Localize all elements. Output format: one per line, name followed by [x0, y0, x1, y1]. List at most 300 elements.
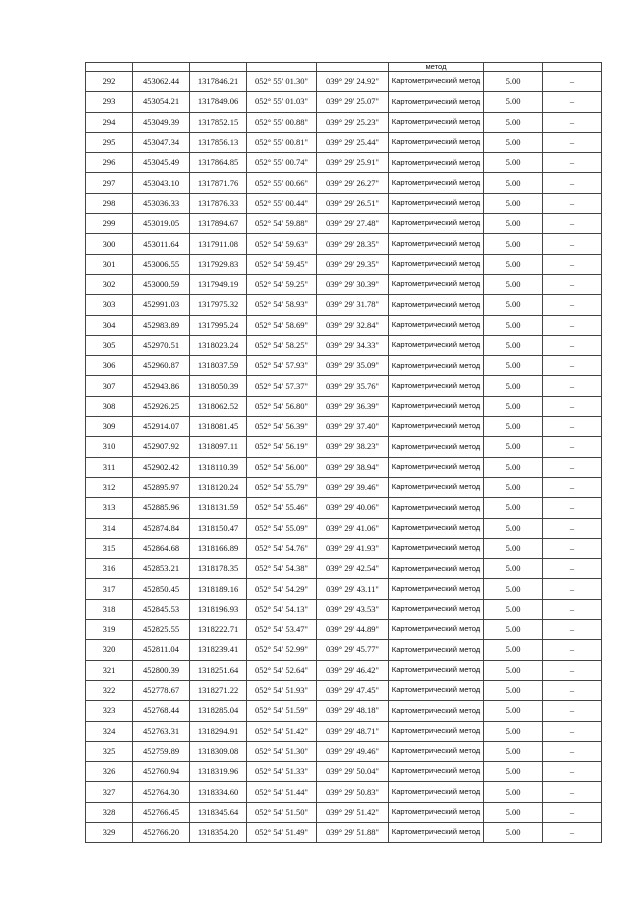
- note-cell: –: [543, 315, 602, 335]
- accuracy-cell: 5.00: [484, 620, 543, 640]
- accuracy-cell: 5.00: [484, 173, 543, 193]
- longitude-cell: 039° 29' 42.54": [317, 559, 389, 579]
- y-coordinate-cell: 1317995.24: [190, 315, 247, 335]
- y-coordinate-cell: 1318334.60: [190, 782, 247, 802]
- method-cell: Картометрический метод: [389, 640, 484, 660]
- method-cell: Картометрический метод: [389, 701, 484, 721]
- note-cell: –: [543, 396, 602, 416]
- x-coordinate-cell: 453062.44: [133, 72, 190, 92]
- longitude-cell: 039° 29' 41.06": [317, 518, 389, 538]
- latitude-cell: 052° 55' 00.44": [247, 193, 317, 213]
- method-cell: Картометрический метод: [389, 680, 484, 700]
- latitude-cell: 052° 54' 51.93": [247, 680, 317, 700]
- accuracy-cell: 5.00: [484, 599, 543, 619]
- y-coordinate-cell: 1318294.91: [190, 721, 247, 741]
- accuracy-cell: 5.00: [484, 457, 543, 477]
- accuracy-cell: 5.00: [484, 437, 543, 457]
- accuracy-cell: 5.00: [484, 802, 543, 822]
- longitude-cell: 039° 29' 31.78": [317, 295, 389, 315]
- table-row: [86, 640, 602, 660]
- y-coordinate-cell: 1318050.39: [190, 376, 247, 396]
- longitude-cell: 039° 29' 43.11": [317, 579, 389, 599]
- table-row: [86, 254, 602, 274]
- note-cell: –: [543, 234, 602, 254]
- latitude-cell: 052° 54' 58.69": [247, 315, 317, 335]
- x-coordinate-cell: 453006.55: [133, 254, 190, 274]
- point-number-cell: 324: [86, 721, 133, 741]
- x-coordinate-cell: 452825.55: [133, 620, 190, 640]
- y-coordinate-cell: 1317852.15: [190, 112, 247, 132]
- method-cell: Картометрический метод: [389, 457, 484, 477]
- method-cell: Картометрический метод: [389, 193, 484, 213]
- longitude-cell: 039° 29' 34.33": [317, 335, 389, 355]
- note-cell: –: [543, 802, 602, 822]
- accuracy-cell: 5.00: [484, 477, 543, 497]
- y-coordinate-cell: 1318285.04: [190, 701, 247, 721]
- y-coordinate-cell: 1318271.22: [190, 680, 247, 700]
- accuracy-cell: 5.00: [484, 660, 543, 680]
- point-number-cell: 317: [86, 579, 133, 599]
- point-number-cell: 294: [86, 112, 133, 132]
- longitude-cell: 039° 29' 24.92": [317, 72, 389, 92]
- point-number-cell: 323: [86, 701, 133, 721]
- table-row: [86, 315, 602, 335]
- method-cell: Картометрический метод: [389, 92, 484, 112]
- longitude-cell: 039° 29' 35.76": [317, 376, 389, 396]
- y-coordinate-cell: 1317911.08: [190, 234, 247, 254]
- x-coordinate-cell: 453036.33: [133, 193, 190, 213]
- table-row: [86, 721, 602, 741]
- table-row: [86, 559, 602, 579]
- longitude-cell: 039° 29' 51.88": [317, 822, 389, 842]
- latitude-cell: 052° 55' 01.03": [247, 92, 317, 112]
- note-cell: –: [543, 92, 602, 112]
- method-cell: Картометрический метод: [389, 153, 484, 173]
- method-cell: Картометрический метод: [389, 295, 484, 315]
- table-row: [86, 518, 602, 538]
- method-cell: Картометрический метод: [389, 477, 484, 497]
- table-row: [86, 356, 602, 376]
- longitude-cell: 039° 29' 30.39": [317, 274, 389, 294]
- y-coordinate-cell: 1318196.93: [190, 599, 247, 619]
- table-row: [86, 437, 602, 457]
- point-number-cell: 308: [86, 396, 133, 416]
- method-cell: Картометрический метод: [389, 599, 484, 619]
- latitude-cell: 052° 54' 53.47": [247, 620, 317, 640]
- method-cell: Картометрический метод: [389, 579, 484, 599]
- table-row: [86, 92, 602, 112]
- note-cell: –: [543, 214, 602, 234]
- note-cell: –: [543, 620, 602, 640]
- point-number-cell: 302: [86, 274, 133, 294]
- point-number-cell: 329: [86, 822, 133, 842]
- note-cell: [543, 63, 602, 72]
- accuracy-cell: 5.00: [484, 335, 543, 355]
- longitude-cell: 039° 29' 29.35": [317, 254, 389, 274]
- y-coordinate-cell: 1317871.76: [190, 173, 247, 193]
- point-number-cell: 299: [86, 214, 133, 234]
- point-number-cell: 321: [86, 660, 133, 680]
- y-coordinate-cell: 1318345.64: [190, 802, 247, 822]
- x-coordinate-cell: 452853.21: [133, 559, 190, 579]
- latitude-cell: 052° 54' 57.37": [247, 376, 317, 396]
- longitude-cell: 039° 29' 51.42": [317, 802, 389, 822]
- longitude-cell: 039° 29' 50.04": [317, 762, 389, 782]
- point-number-cell: 315: [86, 538, 133, 558]
- y-coordinate-cell: 1317856.13: [190, 132, 247, 152]
- note-cell: –: [543, 376, 602, 396]
- latitude-cell: 052° 54' 56.00": [247, 457, 317, 477]
- longitude-cell: 039° 29' 48.18": [317, 701, 389, 721]
- y-coordinate-cell: 1318354.20: [190, 822, 247, 842]
- point-number-cell: [86, 63, 133, 72]
- method-cell: Картометрический метод: [389, 498, 484, 518]
- accuracy-cell: 5.00: [484, 579, 543, 599]
- y-coordinate-cell: 1318239.41: [190, 640, 247, 660]
- y-coordinate-cell: 1318166.89: [190, 538, 247, 558]
- point-number-cell: 309: [86, 417, 133, 437]
- accuracy-cell: 5.00: [484, 782, 543, 802]
- point-number-cell: 304: [86, 315, 133, 335]
- table-row: [86, 376, 602, 396]
- table-row: [86, 538, 602, 558]
- method-cell: Картометрический метод: [389, 660, 484, 680]
- y-coordinate-cell: 1318097.11: [190, 437, 247, 457]
- x-coordinate-cell: 452760.94: [133, 762, 190, 782]
- longitude-cell: 039° 29' 37.40": [317, 417, 389, 437]
- note-cell: –: [543, 295, 602, 315]
- point-number-cell: 298: [86, 193, 133, 213]
- longitude-cell: 039° 29' 32.84": [317, 315, 389, 335]
- longitude-cell: 039° 29' 26.27": [317, 173, 389, 193]
- method-cell: Картометрический метод: [389, 518, 484, 538]
- table-row: [86, 153, 602, 173]
- accuracy-cell: 5.00: [484, 356, 543, 376]
- accuracy-cell: 5.00: [484, 132, 543, 152]
- latitude-cell: 052° 54' 52.99": [247, 640, 317, 660]
- y-coordinate-cell: 1317894.67: [190, 214, 247, 234]
- point-number-cell: 301: [86, 254, 133, 274]
- note-cell: –: [543, 112, 602, 132]
- table-row: [86, 701, 602, 721]
- table-row: [86, 762, 602, 782]
- accuracy-cell: 5.00: [484, 701, 543, 721]
- longitude-cell: 039° 29' 36.39": [317, 396, 389, 416]
- y-coordinate-cell: 1318178.35: [190, 559, 247, 579]
- method-cell: Картометрический метод: [389, 741, 484, 761]
- x-coordinate-cell: 453000.59: [133, 274, 190, 294]
- y-coordinate-cell: 1318110.39: [190, 457, 247, 477]
- latitude-cell: 052° 55' 01.30": [247, 72, 317, 92]
- accuracy-cell: 5.00: [484, 680, 543, 700]
- table-row: [86, 579, 602, 599]
- table-row: [86, 782, 602, 802]
- accuracy-cell: 5.00: [484, 417, 543, 437]
- y-coordinate-cell: 1318189.16: [190, 579, 247, 599]
- table-row: [86, 274, 602, 294]
- note-cell: –: [543, 477, 602, 497]
- accuracy-cell: 5.00: [484, 92, 543, 112]
- y-coordinate-cell: 1318131.59: [190, 498, 247, 518]
- longitude-cell: 039° 29' 44.89": [317, 620, 389, 640]
- point-number-cell: 325: [86, 741, 133, 761]
- note-cell: –: [543, 822, 602, 842]
- table-row: [86, 295, 602, 315]
- longitude-cell: 039° 29' 40.06": [317, 498, 389, 518]
- table-row: [86, 802, 602, 822]
- y-coordinate-cell: 1318251.64: [190, 660, 247, 680]
- longitude-cell: 039° 29' 43.53": [317, 599, 389, 619]
- note-cell: –: [543, 274, 602, 294]
- note-cell: –: [543, 518, 602, 538]
- accuracy-cell: 5.00: [484, 234, 543, 254]
- latitude-cell: 052° 54' 56.39": [247, 417, 317, 437]
- latitude-cell: 052° 54' 52.64": [247, 660, 317, 680]
- method-cell: Картометрический метод: [389, 72, 484, 92]
- point-number-cell: 296: [86, 153, 133, 173]
- latitude-cell: 052° 54' 54.13": [247, 599, 317, 619]
- table-row: [86, 417, 602, 437]
- table-row: [86, 193, 602, 213]
- y-coordinate-cell: 1318319.96: [190, 762, 247, 782]
- x-coordinate-cell: 452926.25: [133, 396, 190, 416]
- note-cell: –: [543, 498, 602, 518]
- longitude-cell: 039° 29' 49.46": [317, 741, 389, 761]
- accuracy-cell: 5.00: [484, 72, 543, 92]
- note-cell: –: [543, 701, 602, 721]
- x-coordinate-cell: 452960.87: [133, 356, 190, 376]
- point-number-cell: 322: [86, 680, 133, 700]
- x-coordinate-cell: 452907.92: [133, 437, 190, 457]
- y-coordinate-cell: 1318222.71: [190, 620, 247, 640]
- accuracy-cell: [484, 63, 543, 72]
- method-cell: Картометрический метод: [389, 620, 484, 640]
- method-cell: метод: [389, 63, 484, 72]
- y-coordinate-cell: 1317849.06: [190, 92, 247, 112]
- x-coordinate-cell: 452885.96: [133, 498, 190, 518]
- accuracy-cell: 5.00: [484, 112, 543, 132]
- note-cell: –: [543, 254, 602, 274]
- method-cell: Картометрический метод: [389, 376, 484, 396]
- accuracy-cell: 5.00: [484, 721, 543, 741]
- method-cell: Картометрический метод: [389, 112, 484, 132]
- note-cell: –: [543, 193, 602, 213]
- note-cell: –: [543, 579, 602, 599]
- longitude-cell: 039° 29' 38.94": [317, 457, 389, 477]
- point-number-cell: 320: [86, 640, 133, 660]
- longitude-cell: 039° 29' 27.48": [317, 214, 389, 234]
- point-number-cell: 310: [86, 437, 133, 457]
- y-coordinate-cell: 1318062.52: [190, 396, 247, 416]
- longitude-cell: 039° 29' 48.71": [317, 721, 389, 741]
- x-coordinate-cell: 452766.45: [133, 802, 190, 822]
- longitude-cell: 039° 29' 39.46": [317, 477, 389, 497]
- note-cell: –: [543, 559, 602, 579]
- longitude-cell: 039° 29' 35.09": [317, 356, 389, 376]
- note-cell: –: [543, 132, 602, 152]
- method-cell: Картометрический метод: [389, 173, 484, 193]
- method-cell: Картометрический метод: [389, 559, 484, 579]
- x-coordinate-cell: 453011.64: [133, 234, 190, 254]
- latitude-cell: 052° 54' 55.79": [247, 477, 317, 497]
- longitude-cell: 039° 29' 38.23": [317, 437, 389, 457]
- latitude-cell: 052° 54' 57.93": [247, 356, 317, 376]
- y-coordinate-cell: 1317929.83: [190, 254, 247, 274]
- latitude-cell: [247, 63, 317, 72]
- x-coordinate-cell: 453019.05: [133, 214, 190, 234]
- table-row: [86, 335, 602, 355]
- longitude-cell: 039° 29' 25.07": [317, 92, 389, 112]
- longitude-cell: 039° 29' 25.44": [317, 132, 389, 152]
- point-number-cell: 313: [86, 498, 133, 518]
- method-cell: Картометрический метод: [389, 802, 484, 822]
- y-coordinate-cell: 1318120.24: [190, 477, 247, 497]
- latitude-cell: 052° 55' 00.66": [247, 173, 317, 193]
- x-coordinate-cell: 452845.53: [133, 599, 190, 619]
- longitude-cell: 039° 29' 45.77": [317, 640, 389, 660]
- method-cell: Картометрический метод: [389, 762, 484, 782]
- table-row: [86, 396, 602, 416]
- table-body: [86, 63, 602, 843]
- latitude-cell: 052° 54' 59.63": [247, 234, 317, 254]
- latitude-cell: 052° 54' 51.50": [247, 802, 317, 822]
- accuracy-cell: 5.00: [484, 822, 543, 842]
- x-coordinate-cell: 452943.86: [133, 376, 190, 396]
- x-coordinate-cell: 453045.49: [133, 153, 190, 173]
- x-coordinate-cell: 452811.04: [133, 640, 190, 660]
- latitude-cell: 052° 54' 58.25": [247, 335, 317, 355]
- method-cell: Картометрический метод: [389, 437, 484, 457]
- method-cell: Картометрический метод: [389, 214, 484, 234]
- x-coordinate-cell: 453049.39: [133, 112, 190, 132]
- x-coordinate-cell: 452763.31: [133, 721, 190, 741]
- latitude-cell: 052° 54' 51.30": [247, 741, 317, 761]
- latitude-cell: 052° 54' 51.59": [247, 701, 317, 721]
- method-cell: Картометрический метод: [389, 396, 484, 416]
- point-number-cell: 311: [86, 457, 133, 477]
- y-coordinate-cell: [190, 63, 247, 72]
- note-cell: –: [543, 538, 602, 558]
- point-number-cell: 292: [86, 72, 133, 92]
- method-cell: Картометрический метод: [389, 822, 484, 842]
- accuracy-cell: 5.00: [484, 254, 543, 274]
- latitude-cell: 052° 54' 58.93": [247, 295, 317, 315]
- accuracy-cell: 5.00: [484, 559, 543, 579]
- longitude-cell: 039° 29' 28.35": [317, 234, 389, 254]
- method-cell: Картометрический метод: [389, 132, 484, 152]
- note-cell: –: [543, 599, 602, 619]
- point-number-cell: 295: [86, 132, 133, 152]
- x-coordinate-cell: 452895.97: [133, 477, 190, 497]
- method-cell: Картометрический метод: [389, 315, 484, 335]
- method-cell: Картометрический метод: [389, 417, 484, 437]
- note-cell: –: [543, 640, 602, 660]
- point-number-cell: 328: [86, 802, 133, 822]
- point-number-cell: 312: [86, 477, 133, 497]
- x-coordinate-cell: 452970.51: [133, 335, 190, 355]
- note-cell: –: [543, 72, 602, 92]
- note-cell: –: [543, 721, 602, 741]
- point-number-cell: 307: [86, 376, 133, 396]
- table-row: [86, 498, 602, 518]
- longitude-cell: 039° 29' 47.45": [317, 680, 389, 700]
- x-coordinate-cell: 452991.03: [133, 295, 190, 315]
- point-number-cell: 305: [86, 335, 133, 355]
- method-cell: Картометрический метод: [389, 782, 484, 802]
- longitude-cell: 039° 29' 41.93": [317, 538, 389, 558]
- x-coordinate-cell: 453047.34: [133, 132, 190, 152]
- accuracy-cell: 5.00: [484, 153, 543, 173]
- latitude-cell: 052° 54' 54.29": [247, 579, 317, 599]
- table-row: [86, 132, 602, 152]
- point-number-cell: 318: [86, 599, 133, 619]
- point-number-cell: 319: [86, 620, 133, 640]
- latitude-cell: 052° 54' 54.76": [247, 538, 317, 558]
- accuracy-cell: 5.00: [484, 193, 543, 213]
- longitude-cell: 039° 29' 50.83": [317, 782, 389, 802]
- accuracy-cell: 5.00: [484, 295, 543, 315]
- note-cell: –: [543, 417, 602, 437]
- point-number-cell: 297: [86, 173, 133, 193]
- longitude-cell: 039° 29' 25.23": [317, 112, 389, 132]
- method-cell: Картометрический метод: [389, 234, 484, 254]
- table-row: [86, 599, 602, 619]
- y-coordinate-cell: 1317949.19: [190, 274, 247, 294]
- accuracy-cell: 5.00: [484, 762, 543, 782]
- x-coordinate-cell: 453043.10: [133, 173, 190, 193]
- latitude-cell: 052° 55' 00.88": [247, 112, 317, 132]
- x-coordinate-cell: 453054.21: [133, 92, 190, 112]
- longitude-cell: 039° 29' 25.91": [317, 153, 389, 173]
- accuracy-cell: 5.00: [484, 741, 543, 761]
- x-coordinate-cell: 452768.44: [133, 701, 190, 721]
- y-coordinate-cell: 1318309.08: [190, 741, 247, 761]
- y-coordinate-cell: 1317864.85: [190, 153, 247, 173]
- y-coordinate-cell: 1317846.21: [190, 72, 247, 92]
- accuracy-cell: 5.00: [484, 498, 543, 518]
- method-cell: Картометрический метод: [389, 721, 484, 741]
- latitude-cell: 052° 54' 55.09": [247, 518, 317, 538]
- latitude-cell: 052° 54' 59.45": [247, 254, 317, 274]
- longitude-cell: 039° 29' 46.42": [317, 660, 389, 680]
- y-coordinate-cell: 1317975.32: [190, 295, 247, 315]
- point-number-cell: 327: [86, 782, 133, 802]
- x-coordinate-cell: 452902.42: [133, 457, 190, 477]
- y-coordinate-cell: 1318023.24: [190, 335, 247, 355]
- table-row: [86, 72, 602, 92]
- table-row: [86, 173, 602, 193]
- y-coordinate-cell: 1318081.45: [190, 417, 247, 437]
- point-number-cell: 316: [86, 559, 133, 579]
- latitude-cell: 052° 54' 56.19": [247, 437, 317, 457]
- method-cell: Картометрический метод: [389, 356, 484, 376]
- table-row: [86, 620, 602, 640]
- method-cell: Картометрический метод: [389, 254, 484, 274]
- latitude-cell: 052° 54' 59.25": [247, 274, 317, 294]
- note-cell: –: [543, 153, 602, 173]
- point-number-cell: 314: [86, 518, 133, 538]
- point-number-cell: 303: [86, 295, 133, 315]
- table-row: [86, 234, 602, 254]
- note-cell: –: [543, 741, 602, 761]
- note-cell: –: [543, 782, 602, 802]
- x-coordinate-cell: 452800.39: [133, 660, 190, 680]
- point-number-cell: 300: [86, 234, 133, 254]
- latitude-cell: 052° 54' 55.46": [247, 498, 317, 518]
- y-coordinate-cell: 1318037.59: [190, 356, 247, 376]
- continued-row: [86, 63, 602, 72]
- longitude-cell: 039° 29' 26.51": [317, 193, 389, 213]
